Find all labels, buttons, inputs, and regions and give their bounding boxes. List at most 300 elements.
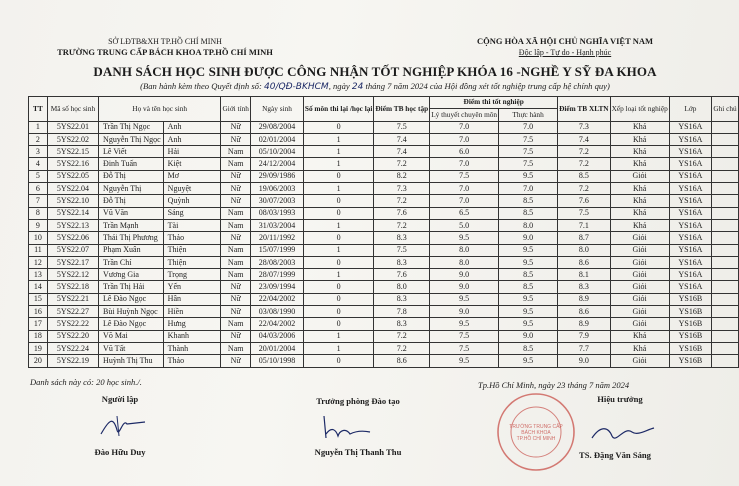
given-name: Thiện	[163, 256, 221, 268]
xltn-score: 7.4	[558, 133, 610, 145]
theory-score: 7.0	[430, 158, 499, 170]
header-tt: TT	[29, 97, 48, 122]
retake-count: 1	[303, 342, 374, 354]
date-of-birth: 31/03/2004	[251, 219, 304, 231]
note	[712, 183, 739, 195]
row-number: 16	[29, 306, 48, 318]
given-name: Anh	[163, 133, 221, 145]
xltn-score: 8.1	[558, 269, 610, 281]
retake-count: 0	[303, 293, 374, 305]
table-row	[29, 183, 739, 195]
family-name: Nguyễn Thị Ngọc	[99, 133, 164, 145]
xltn-score: 7.3	[558, 121, 610, 133]
row-number: 5	[29, 170, 48, 182]
date-of-birth: 30/07/2003	[251, 195, 304, 207]
practice-score: 7.5	[499, 158, 558, 170]
theory-score: 7.0	[430, 133, 499, 145]
student-code: 5YS22.16	[47, 158, 98, 170]
theory-score: 7.5	[430, 330, 499, 342]
xltn-score: 8.9	[558, 293, 610, 305]
retake-count: 1	[303, 219, 374, 231]
date-of-birth: 28/07/1999	[251, 269, 304, 281]
row-number: 1	[29, 121, 48, 133]
department-name: SỞ LĐTB&XH TP.HỒ CHÍ MINH	[108, 37, 222, 46]
gender: Nữ	[221, 183, 251, 195]
class-name: YS16B	[669, 318, 711, 330]
graduation-rank: Khá	[610, 219, 669, 231]
row-number: 19	[29, 342, 48, 354]
row-number: 3	[29, 146, 48, 158]
row-number: 2	[29, 133, 48, 145]
date-of-birth: 20/11/1992	[251, 232, 304, 244]
class-name: YS16A	[669, 232, 711, 244]
table-row	[29, 219, 739, 231]
date-of-birth: 08/03/1993	[251, 207, 304, 219]
table-row	[29, 306, 739, 318]
table-row	[29, 133, 739, 145]
practice-score: 8.5	[499, 281, 558, 293]
student-code: 5YS22.13	[47, 219, 98, 231]
gender: Nam	[221, 318, 251, 330]
gpa: 7.2	[374, 158, 430, 170]
family-name: Thái Thị Phương	[99, 232, 164, 244]
note	[712, 133, 739, 145]
retake-count: 0	[303, 170, 374, 182]
practice-score: 9.5	[499, 256, 558, 268]
family-name: Vương Gia	[99, 269, 164, 281]
theory-score: 9.5	[430, 355, 499, 367]
given-name: Yến	[163, 281, 221, 293]
gpa: 7.5	[374, 121, 430, 133]
class-name: YS16B	[669, 306, 711, 318]
xltn-score: 8.0	[558, 244, 610, 256]
table-row	[29, 293, 739, 305]
note	[712, 158, 739, 170]
header-class: Lớp	[669, 97, 711, 122]
practice-score: 8.0	[499, 219, 558, 231]
family-name: Huỳnh Thị Thu	[99, 355, 164, 367]
gpa: 7.2	[374, 195, 430, 207]
graduation-rank: Giỏi	[610, 256, 669, 268]
class-name: YS16B	[669, 330, 711, 342]
family-name: Phạm Xuân	[99, 244, 164, 256]
student-code: 5YS22.01	[47, 121, 98, 133]
student-code: 5YS22.19	[47, 355, 98, 367]
student-code: 5YS22.04	[47, 183, 98, 195]
note	[712, 207, 739, 219]
gender: Nữ	[221, 306, 251, 318]
date-of-birth: 22/04/2002	[251, 318, 304, 330]
graduation-rank: Khá	[610, 342, 669, 354]
theory-score: 6.0	[430, 146, 499, 158]
date-of-birth: 20/01/2004	[251, 342, 304, 354]
table-row	[29, 170, 739, 182]
header-student-name: Họ và tên học sinh	[99, 97, 221, 122]
issuer-header	[50, 36, 280, 58]
practice-score: 9.0	[499, 232, 558, 244]
date-of-birth: 23/09/1994	[251, 281, 304, 293]
gender: Nữ	[221, 195, 251, 207]
retake-count: 1	[303, 183, 374, 195]
given-name: Hiền	[163, 306, 221, 318]
date-of-birth: 03/08/1990	[251, 306, 304, 318]
family-name: Đinh Tuấn	[99, 158, 164, 170]
xltn-score: 7.2	[558, 158, 610, 170]
graduates-table	[28, 96, 739, 368]
decision-day: 24	[351, 82, 364, 92]
gpa: 8.3	[374, 293, 430, 305]
practice-score: 8.5	[499, 195, 558, 207]
gpa: 7.2	[374, 342, 430, 354]
family-name: Nguyễn Thị	[99, 183, 164, 195]
principal-title: Hiệu trưởng	[597, 394, 643, 404]
given-name: Tài	[163, 219, 221, 231]
decision-number: 40/QĐ-BKHCM	[264, 82, 329, 92]
count-note: Danh sách này có: 20 học sinh./.	[30, 377, 142, 387]
retake-count: 0	[303, 306, 374, 318]
date-of-birth: 02/01/2004	[251, 133, 304, 145]
preparer-signature	[95, 410, 155, 440]
xltn-score: 7.7	[558, 342, 610, 354]
training-head-signature	[318, 412, 378, 442]
date-of-birth: 05/10/1998	[251, 355, 304, 367]
table-row	[29, 330, 739, 342]
table-row	[29, 244, 739, 256]
student-code: 5YS22.18	[47, 281, 98, 293]
theory-score: 9.0	[430, 281, 499, 293]
student-code: 5YS22.06	[47, 232, 98, 244]
gpa: 8.0	[374, 281, 430, 293]
retake-count: 0	[303, 195, 374, 207]
header-dob: Ngày sinh	[251, 97, 304, 122]
date-of-birth: 22/04/2002	[251, 293, 304, 305]
family-name: Trần Chí	[99, 256, 164, 268]
table-row	[29, 355, 739, 367]
family-name: Lê Đào Ngọc	[99, 293, 164, 305]
family-name: Bùi Huỳnh Ngọc	[99, 306, 164, 318]
gpa: 8.3	[374, 318, 430, 330]
row-number: 4	[29, 158, 48, 170]
given-name: Anh	[163, 121, 221, 133]
practice-score: 8.5	[499, 269, 558, 281]
theory-score: 9.5	[430, 318, 499, 330]
family-name: Đỗ Thị	[99, 195, 164, 207]
graduation-rank: Khá	[610, 121, 669, 133]
retake-count: 1	[303, 330, 374, 342]
graduation-rank: Giỏi	[610, 306, 669, 318]
practice-score: 8.5	[499, 342, 558, 354]
row-number: 20	[29, 355, 48, 367]
retake-count: 1	[303, 146, 374, 158]
svg-text:BÁCH KHOA: BÁCH KHOA	[521, 430, 551, 436]
gpa: 7.3	[374, 183, 430, 195]
national-header	[440, 36, 690, 58]
note	[712, 146, 739, 158]
graduation-rank: Khá	[610, 207, 669, 219]
date-of-birth: 29/09/1986	[251, 170, 304, 182]
header-theory: Lý thuyết chuyên môn	[430, 109, 499, 121]
training-head-title: Trưởng phòng Đào tạo	[316, 396, 400, 406]
given-name: Thảo	[163, 355, 221, 367]
theory-score: 9.5	[430, 293, 499, 305]
gender: Nữ	[221, 232, 251, 244]
class-name: YS16A	[669, 269, 711, 281]
table-row	[29, 269, 739, 281]
table-row	[29, 342, 739, 354]
subtitle-suffix: tháng 7 năm 2024 của Hội đồng xét tốt nghiệp trung cấp hệ chính quy)	[363, 81, 610, 91]
student-code: 5YS22.07	[47, 244, 98, 256]
note	[712, 170, 739, 182]
given-name: Thảo	[163, 232, 221, 244]
date-of-birth: 19/06/2003	[251, 183, 304, 195]
theory-score: 5.0	[430, 219, 499, 231]
date-of-birth: 29/08/2004	[251, 121, 304, 133]
gpa: 8.3	[374, 232, 430, 244]
school-stamp	[494, 390, 578, 474]
student-code: 5YS22.17	[47, 256, 98, 268]
xltn-score: 8.5	[558, 170, 610, 182]
given-name: Thiện	[163, 244, 221, 256]
graduation-rank: Giỏi	[610, 318, 669, 330]
gender: Nam	[221, 269, 251, 281]
note	[712, 195, 739, 207]
class-name: YS16A	[669, 133, 711, 145]
student-code: 5YS22.10	[47, 195, 98, 207]
retake-count: 0	[303, 232, 374, 244]
student-code: 5YS22.27	[47, 306, 98, 318]
note	[712, 232, 739, 244]
theory-score: 8.0	[430, 256, 499, 268]
class-name: YS16A	[669, 158, 711, 170]
header-practice: Thực hành	[499, 109, 558, 121]
theory-score: 9.5	[430, 232, 499, 244]
retake-count: 1	[303, 244, 374, 256]
practice-score: 7.0	[499, 121, 558, 133]
gender: Nữ	[221, 330, 251, 342]
xltn-score: 8.7	[558, 232, 610, 244]
gender: Nữ	[221, 170, 251, 182]
gpa: 7.8	[374, 306, 430, 318]
preparer-title: Người lập	[101, 394, 139, 404]
gpa: 7.4	[374, 133, 430, 145]
note	[712, 293, 739, 305]
retake-count: 0	[303, 256, 374, 268]
svg-text:TRƯỜNG TRUNG CẤP: TRƯỜNG TRUNG CẤP	[509, 424, 563, 430]
note	[712, 355, 739, 367]
theory-score: 7.0	[430, 121, 499, 133]
row-number: 17	[29, 318, 48, 330]
graduation-rank: Giỏi	[610, 244, 669, 256]
row-number: 6	[29, 183, 48, 195]
retake-count: 0	[303, 355, 374, 367]
row-number: 8	[29, 207, 48, 219]
header-retake: Số môn thi lại /học lại	[303, 97, 374, 122]
given-name: Hưng	[163, 318, 221, 330]
theory-score: 6.5	[430, 207, 499, 219]
graduation-rank: Giỏi	[610, 269, 669, 281]
gender: Nữ	[221, 281, 251, 293]
student-code: 5YS22.12	[47, 269, 98, 281]
table-row	[29, 232, 739, 244]
theory-score: 7.5	[430, 342, 499, 354]
gpa: 7.2	[374, 330, 430, 342]
row-number: 12	[29, 256, 48, 268]
practice-score: 9.5	[499, 244, 558, 256]
gpa: 8.6	[374, 355, 430, 367]
header-note: Ghi chú	[712, 97, 739, 122]
class-name: YS16A	[669, 281, 711, 293]
table-row	[29, 121, 739, 133]
xltn-score: 7.1	[558, 219, 610, 231]
class-name: YS16A	[669, 219, 711, 231]
xltn-score: 8.3	[558, 281, 610, 293]
note	[712, 281, 739, 293]
family-name: Lê Viết	[99, 146, 164, 158]
date-of-birth: 15/07/1999	[251, 244, 304, 256]
gpa: 7.5	[374, 244, 430, 256]
row-number: 13	[29, 269, 48, 281]
theory-score: 9.0	[430, 306, 499, 318]
table-row	[29, 281, 739, 293]
svg-text:TP.HỒ CHÍ MINH: TP.HỒ CHÍ MINH	[516, 436, 556, 442]
note	[712, 256, 739, 268]
document-subtitle	[20, 81, 730, 92]
date-of-birth: 28/08/2003	[251, 256, 304, 268]
given-name: Nguyệt	[163, 183, 221, 195]
graduation-rank: Khá	[610, 158, 669, 170]
subtitle-prefix: (Ban hành kèm theo Quyết định số:	[140, 81, 264, 91]
theory-score: 7.0	[430, 195, 499, 207]
gender: Nam	[221, 146, 251, 158]
note	[712, 318, 739, 330]
table-row	[29, 256, 739, 268]
gpa: 7.6	[374, 269, 430, 281]
date-of-birth: 05/10/2004	[251, 146, 304, 158]
gender: Nam	[221, 342, 251, 354]
header-exam-group: Điểm thi tốt nghiệp	[430, 97, 558, 109]
note	[712, 219, 739, 231]
student-code: 5YS22.21	[47, 293, 98, 305]
given-name: Quỳnh	[163, 195, 221, 207]
table-row	[29, 146, 739, 158]
graduation-rank: Giỏi	[610, 355, 669, 367]
note	[712, 306, 739, 318]
preparer-name: Đào Hữu Duy	[94, 447, 146, 457]
note	[712, 244, 739, 256]
class-name: YS16B	[669, 355, 711, 367]
retake-count: 0	[303, 318, 374, 330]
theory-score: 7.5	[430, 170, 499, 182]
note	[712, 269, 739, 281]
national-motto: Độc lập - Tự do - Hạnh phúc	[518, 48, 612, 57]
family-name: Vũ Tất	[99, 342, 164, 354]
practice-score: 7.5	[499, 146, 558, 158]
gender: Nữ	[221, 293, 251, 305]
class-name: YS16A	[669, 183, 711, 195]
class-name: YS16B	[669, 342, 711, 354]
given-name: Hải	[163, 146, 221, 158]
table-row	[29, 195, 739, 207]
note	[712, 121, 739, 133]
header-gender: Giới tính	[221, 97, 251, 122]
class-name: YS16A	[669, 207, 711, 219]
practice-score: 8.5	[499, 207, 558, 219]
theory-score: 9.0	[430, 269, 499, 281]
family-name: Trần Mạnh	[99, 219, 164, 231]
family-name: Trần Thị Hải	[99, 281, 164, 293]
graduation-rank: Khá	[610, 133, 669, 145]
subtitle-middle: , ngày	[328, 81, 352, 91]
student-code: 5YS22.20	[47, 330, 98, 342]
class-name: YS16A	[669, 146, 711, 158]
gpa: 7.4	[374, 146, 430, 158]
retake-count: 1	[303, 158, 374, 170]
gender: Nữ	[221, 133, 251, 145]
table-row	[29, 318, 739, 330]
row-number: 11	[29, 244, 48, 256]
note	[712, 330, 739, 342]
header-xltn: Điểm TB XLTN	[558, 97, 610, 122]
row-number: 10	[29, 232, 48, 244]
gender: Nam	[221, 244, 251, 256]
gender: Nữ	[221, 355, 251, 367]
gpa: 7.2	[374, 219, 430, 231]
country-name: CỘNG HÒA XÃ HỘI CHỦ NGHĨA VIỆT NAM	[476, 36, 654, 46]
practice-score: 7.0	[499, 183, 558, 195]
given-name: Thành	[163, 342, 221, 354]
practice-score: 9.5	[499, 306, 558, 318]
class-name: YS16A	[669, 121, 711, 133]
student-code: 5YS22.14	[47, 207, 98, 219]
graduation-rank: Khá	[610, 183, 669, 195]
graduation-rank: Giỏi	[610, 170, 669, 182]
given-name: Mơ	[163, 170, 221, 182]
family-name: Đỗ Thị	[99, 170, 164, 182]
graduation-rank: Giỏi	[610, 232, 669, 244]
retake-count: 0	[303, 121, 374, 133]
practice-score: 9.5	[499, 318, 558, 330]
family-name: Lê Đào Ngọc	[99, 318, 164, 330]
xltn-score: 8.9	[558, 318, 610, 330]
retake-count: 0	[303, 207, 374, 219]
gender: Nữ	[221, 121, 251, 133]
given-name: Kiệt	[163, 158, 221, 170]
student-code: 5YS22.15	[47, 146, 98, 158]
header-gpa: Điểm TB học tập	[374, 97, 430, 122]
principal-signature	[588, 420, 658, 446]
xltn-score: 7.5	[558, 207, 610, 219]
student-code: 5YS22.05	[47, 170, 98, 182]
given-name: Sáng	[163, 207, 221, 219]
school-name: TRƯỜNG TRUNG CẤP BÁCH KHOA TP.HỒ CHÍ MINH	[57, 47, 273, 57]
row-number: 18	[29, 330, 48, 342]
gender: Nam	[221, 158, 251, 170]
theory-score: 8.0	[430, 244, 499, 256]
retake-count: 1	[303, 133, 374, 145]
table-body	[29, 121, 739, 367]
graduation-rank: Giỏi	[610, 281, 669, 293]
student-code: 5YS22.22	[47, 318, 98, 330]
graduation-rank: Giỏi	[610, 293, 669, 305]
given-name: Trọng	[163, 269, 221, 281]
given-name: Khanh	[163, 330, 221, 342]
table-row	[29, 207, 739, 219]
family-name: Võ Mai	[99, 330, 164, 342]
class-name: YS16A	[669, 256, 711, 268]
header-student-code: Mã số học sinh	[47, 97, 98, 122]
sign-date: Tp.Hồ Chí Minh, ngày 23 tháng 7 năm 2024	[478, 380, 630, 390]
practice-score: 9.5	[499, 293, 558, 305]
